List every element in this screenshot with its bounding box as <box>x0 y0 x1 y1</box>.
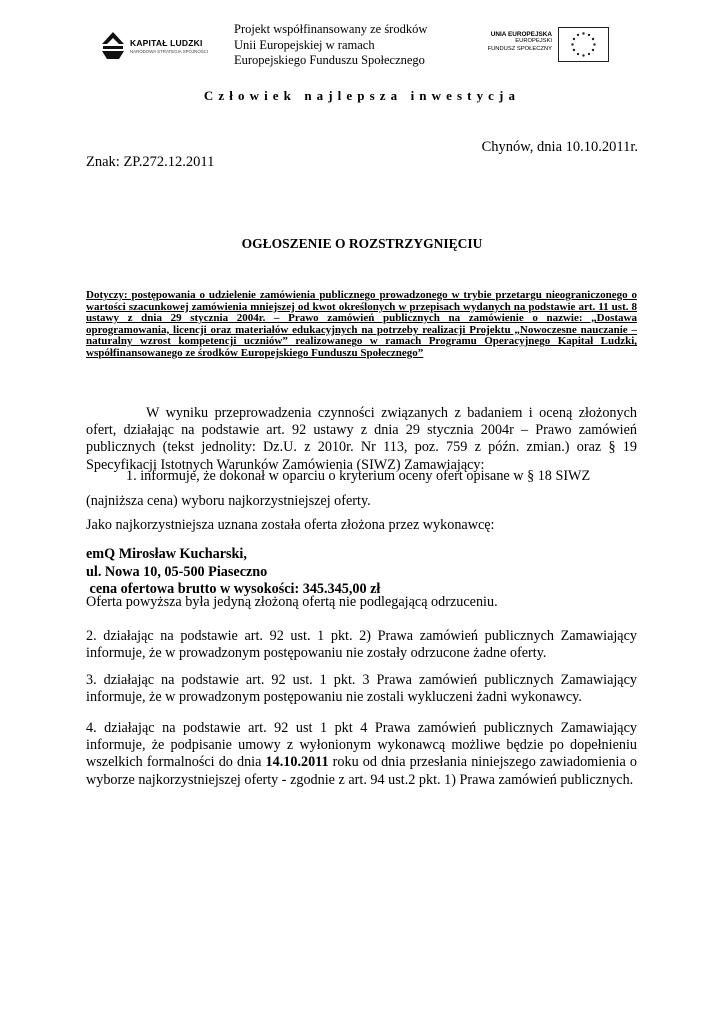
eu-star-icon <box>592 49 594 51</box>
eu-star-icon <box>593 43 595 45</box>
item-1-continuation: (najniższa cena) wyboru najkorzystniejszej oferty. <box>86 493 371 509</box>
kapital-ludzki-logo-mark <box>100 30 126 60</box>
contractor-block <box>86 546 637 599</box>
kapital-ludzki-subtitle: NARODOWA STRATEGIA SPÓJNOŚCI <box>130 49 209 54</box>
chosen-offer-label: Jako najkorzystniejsza uznana została oferta złożona przez wykonawcę: <box>86 517 495 533</box>
item-2: 2. działając na podstawie art. 92 ust. 1 pkt. 2) Prawa zamówień publicznych Zamawiający informuje, że w prowadzonym postępowaniu nie zostały odrzucone żadne oferty. <box>86 628 637 662</box>
intro-paragraph: W wyniku przeprowadzenia czynności związanych z badaniem i oceną złożonych ofert, działając na podstawie art. 92 ustawy z dnia 29 stycznia 2004r – Prawo zamówień publicznych (tekst jednolity: Dz.U. z 2010r. Nr 113, poz. 759 z późn. zmian.) oraz § 19 Specyfikacji Istotnych Warunków Zamówienia (SIWZ) Zamawiający: <box>86 405 637 473</box>
eu-star-icon <box>582 32 584 34</box>
project-line-3: Europejskiego Funduszu Społecznego <box>234 53 425 67</box>
contractor-address: ul. Nowa 10, 05-500 Piaseczno <box>86 563 268 580</box>
reference-number: Znak: ZP.272.12.2011 <box>86 154 215 170</box>
offer-price: cena ofertowa brutto w wysokości: 345.345,00 zł <box>86 581 381 597</box>
only-offer-note: Oferta powyższa była jedyną złożoną ofertą nie podlegającą odrzuceniu. <box>86 594 498 610</box>
subject-paragraph: Dotyczy: postępowania o udzielenie zamówienia publicznego prowadzonego w trybie przetargu nieograniczonego o wartości szacunkowej zamówienia mniejszej od kwot określonych w przepisach wydanych na podstawie art. 11 ust. 8 ustawy z dnia 29 stycznia 2004r. – Prawo zamówień publicznych na zamówienie o nazwie: „Dostawa oprogramowania, licencji oraz materiałów edukacyjnych na potrzeby realizacji Projektu „Nowoczesne nauczanie – naturalny wzrost kompetencji uczniów” realizowanego w ramach Programu Operacyjnego Kapitał Ludzki, współfinansowanego ze środków Europejskiego Funduszu Społecznego” <box>86 289 637 359</box>
eu-star-icon <box>573 49 575 51</box>
announcement-title: OGŁOSZENIE O ROZSTRZYGNIĘCIU <box>241 236 483 251</box>
motto: Człowiek najlepsza inwestycja <box>203 88 521 103</box>
contractor-name: emQ Mirosław Kucharski, <box>86 546 247 562</box>
eu-star-icon <box>573 38 575 40</box>
item-4-deadline-date: 14.10.2011 <box>265 754 329 771</box>
place-and-date: Chynów, dnia 10.10.2011r. <box>481 139 638 155</box>
eu-logo-line-2: EUROPEJSKI <box>515 38 552 45</box>
eu-star-icon <box>592 38 594 40</box>
eu-logo-line-1: UNIA EUROPEJSKA <box>490 31 552 38</box>
eu-logo-line-3: FUNDUSZ SPOŁECZNY <box>487 45 552 52</box>
item-4 <box>86 720 637 789</box>
eu-star-icon <box>588 34 590 36</box>
item-3: 3. działając na podstawie art. 92 ust. 1 pkt. 3 Prawa zamówień publicznych Zamawiający informuje, że w prowadzonym postępowaniu nie zostali wykluczeni żadni wykonawcy. <box>86 672 637 706</box>
eu-logo-text <box>476 31 552 53</box>
eu-star-icon <box>582 54 584 56</box>
eu-star-icon <box>577 34 579 36</box>
item-4-text-start: 4. działając na podstawie art. 92 ust 1 pkt 4 Prawa zamówień publicznych Zamawiający informuje, że podpisanie umowy z wyłonionym wykonawcą możliwe będzie po dopełnieniu wszelkich formalności do dnia <box>86 720 637 771</box>
project-cofinancing-note <box>234 22 427 69</box>
eu-star-icon <box>571 43 573 45</box>
eu-star-icon <box>577 53 579 55</box>
eu-flag-icon <box>558 27 609 62</box>
kapital-ludzki-logo <box>100 28 218 62</box>
eu-star-icon <box>588 53 590 55</box>
item-4-text-end: roku od dnia przesłania niniejszego zawiadomienia o wyborze najkorzystniejszej oferty - zgodnie z art. 94 ust.2 pkt. 1) Prawa zamówień publicznych. <box>86 754 637 788</box>
project-line-2: Unii Europejskiej w ramach <box>234 37 375 52</box>
kapital-ludzki-name: KAPITAŁ LUDZKI <box>130 38 203 48</box>
project-line-1: Projekt współfinansowany ze środków <box>234 22 428 36</box>
item-1: 1. informuje, że dokonał w oparciu o kryterium oceny ofert opisane w § 18 SIWZ <box>126 468 591 484</box>
